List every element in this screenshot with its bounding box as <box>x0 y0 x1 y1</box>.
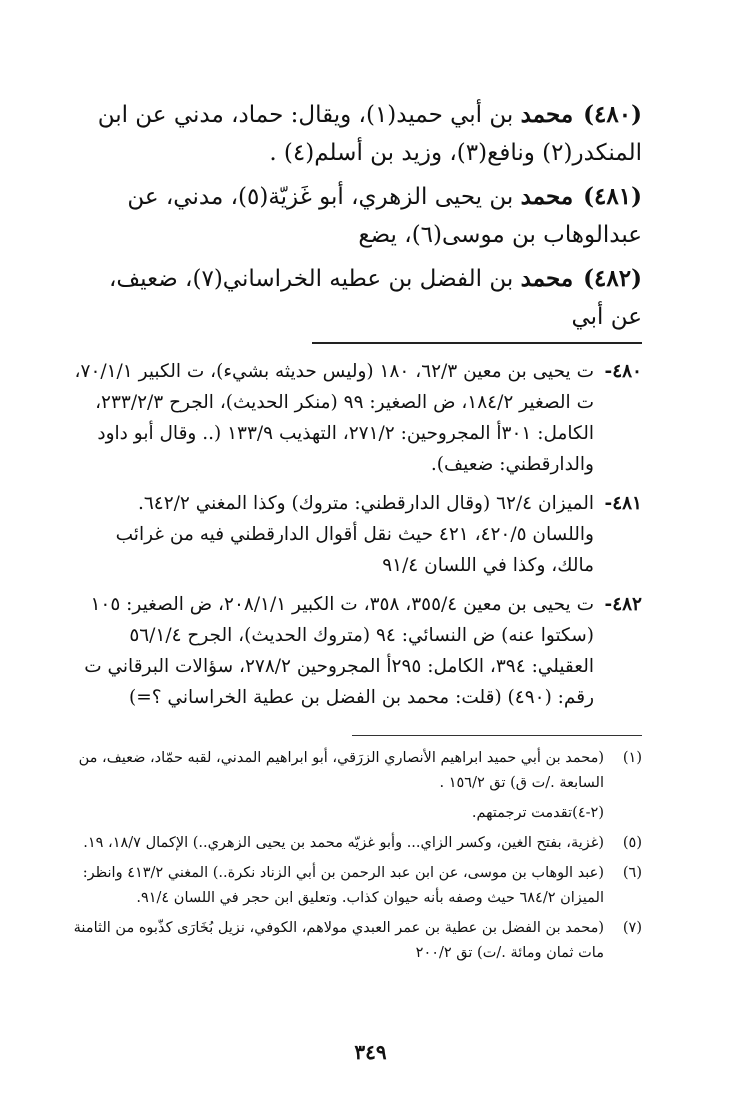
note-481 <box>72 488 642 581</box>
entry-481 <box>72 178 642 254</box>
note-482 <box>72 589 642 713</box>
footnote-text: (عبد الوهاب بن موسى، عن ابن عبد الرحمن بن أبي الزناد نكرة..) المغني ٤١٣/٢ وانظر: الميزان ٦٨٤/٢ حيث وصفه بأنه حيوان كذاب. وتعليق ابن حجر في اللسان ٩١/٤. <box>82 865 604 906</box>
entry-number: (٤٨٠) <box>583 101 642 128</box>
footnote-1 <box>72 746 642 796</box>
note-480 <box>72 356 642 480</box>
footnote-number: (٦) <box>622 865 642 881</box>
page-content <box>72 96 642 971</box>
note-number: ٤٨٠- <box>604 361 642 382</box>
section-divider <box>312 342 642 344</box>
footnote-5 <box>72 831 642 856</box>
footnote-number: (١) <box>622 750 642 766</box>
note-text: الميزان ٦٢/٤ (وقال الدارقطني: متروك) وكذا المغني ٦٤٢/٢. واللسان ٤٢٠/٥، ٤٢١ حيث نقل أقوال الدارقطني فيه من غرائب مالك، وكذا في اللسان ٩١/٤ <box>115 493 594 576</box>
footnote-text: (محمد بن الفضل بن عطية بن عمر العبدي مولاهم، الكوفي، نزيل بُخَارَى كذّبوه من الثامنة مات ثمان ومائة ./ت) تق ٢٠٠/٢ <box>73 920 604 961</box>
page-number: ٣٤٩ <box>354 1040 387 1064</box>
entry-480 <box>72 96 642 172</box>
footnote-number: (٧) <box>622 920 642 936</box>
footnote-text: (٢-٤)تقدمت ترجمتهم. <box>471 805 604 821</box>
footnote-2-4 <box>72 801 642 826</box>
entry-text: بن الفضل بن عطيه الخراساني(٧)، ضعيف، عن أبي <box>108 266 642 330</box>
footnote-6 <box>72 861 642 911</box>
entry-name: محمد <box>520 101 574 128</box>
note-number: ٤٨١- <box>604 493 642 514</box>
footnote-divider <box>352 735 642 736</box>
footnote-7 <box>72 916 642 966</box>
footnote-number: (٥) <box>622 835 642 851</box>
entry-number: (٤٨١) <box>583 183 642 210</box>
entry-text: بن يحيى الزهري، أبو غَزيّة(٥)، مدني، عن عبدالوهاب بن موسى(٦)، يضع <box>127 184 642 248</box>
entry-name: محمد <box>520 265 574 292</box>
entry-text: بن أبي حميد(١)، ويقال: حماد، مدني عن ابن المنكدر(٢) ونافع(٣)، وزيد بن أسلم(٤) . <box>97 102 642 166</box>
footnote-number <box>604 801 642 826</box>
footnote-text: (محمد بن أبي حميد ابراهيم الأنصاري الزرَقي، أبو ابراهيم المدني، لقبه حمّاد، ضعيف، من السابعة ./ت ق) تق ١٥٦/٢ . <box>78 750 604 791</box>
note-number: ٤٨٢- <box>604 594 642 615</box>
note-text: ت يحيى بن معين ٣٥٥/٤، ٣٥٨، ت الكبير ٢٠٨/١/١، ض الصغير: ١٠٥ (سكتوا عنه) ض النسائي: ٩٤ (متروك الحديث)، الجرح ٥٦/١/٤ العقيلي: ٣٩٤، الكامل: ٢٩٥أ المجروحين ٢٧٨/٢، سؤالات البرقاني ت رقم: (٤٩٠) (قلت: محمد بن الفضل بن عطية الخراساني ؟=) <box>84 594 594 708</box>
footnote-text: (غزية، بفتح الغين، وكسر الزاي... وأبو غزيّه محمد بن يحيى الزهري..) الإكمال ١٨/٧، ١٩. <box>83 835 604 851</box>
note-text: ت يحيى بن معين ٦٢/٣، ١٨٠ (وليس حديثه بشيء)، ت الكبير ٧٠/١/١، ت الصغير ١٨٤/٢، ض الصغير: ٩٩ (منكر الحديث)، الجرح ٢٣٣/٢/٣، الكامل: ٣٠١أ المجروحين: ٢٧١/٢، التهذيب ١٣٣/٩ (.. وقال أبو داود والدارقطني: ضعيف). <box>74 361 594 475</box>
entry-482 <box>72 260 642 336</box>
entry-number: (٤٨٢) <box>583 265 642 292</box>
entry-name: محمد <box>520 183 574 210</box>
